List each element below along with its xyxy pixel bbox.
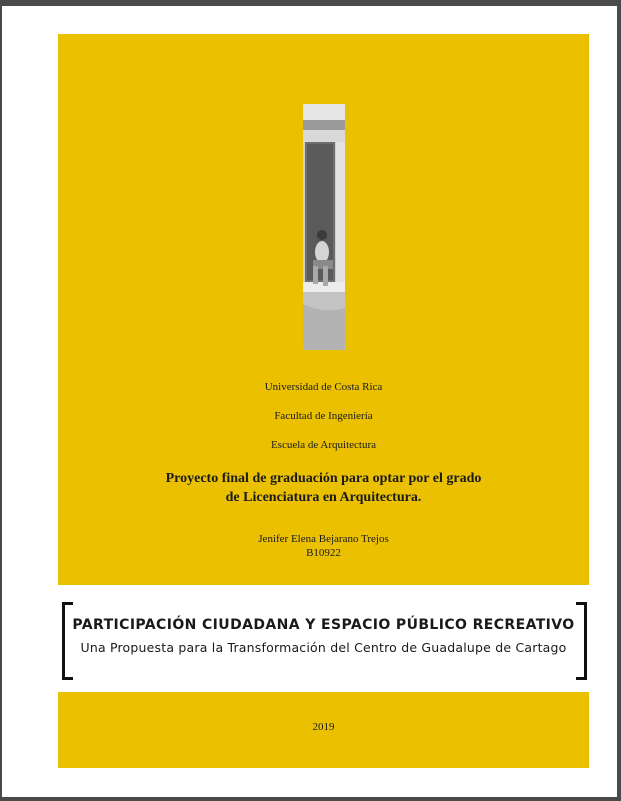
document-page [2, 6, 617, 797]
publication-year: 2019 [312, 721, 335, 733]
project-description-line-1: Proyecto final de graduación para optar por el grado [165, 471, 482, 486]
thesis-title-band [58, 602, 589, 678]
faculty-name: Facultad de Ingeniería [274, 410, 373, 422]
student-id: B10922 [306, 547, 341, 559]
cover-top-panel [58, 34, 589, 585]
university-name: Universidad de Costa Rica [264, 381, 383, 393]
project-description-line-2: de Licenciatura en Arquitectura. [225, 490, 422, 505]
cover-bottom-panel [58, 692, 589, 768]
photo-image [303, 104, 345, 350]
school-name: Escuela de Arquitectura [270, 439, 377, 451]
thesis-title: PARTICIPACIÓN CIUDADANA Y ESPACIO PÚBLICO RECREATIVO [72, 617, 575, 633]
cover-photo [303, 104, 345, 350]
author-name: Jenifer Elena Bejarano Trejos [258, 533, 389, 545]
thesis-subtitle: Una Propuesta para la Transformación del Centro de Guadalupe de Cartago [80, 640, 567, 655]
